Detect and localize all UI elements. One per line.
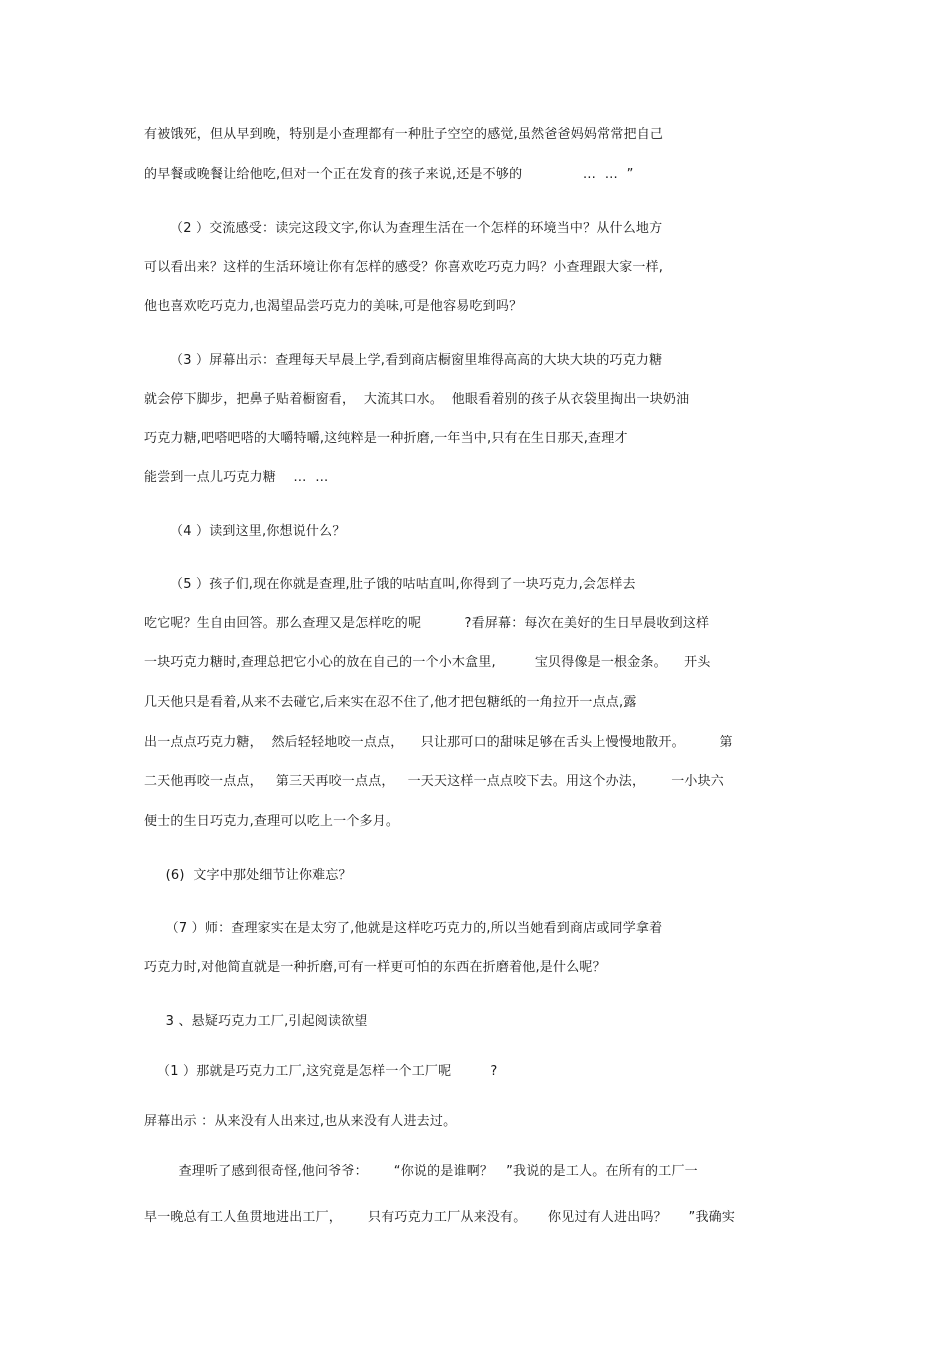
text-line: (6) 文字中那处细节让你难忘？ <box>144 868 352 883</box>
text-line: 几天他只是看着,从来不去碰它,后来实在忍不住了,他才把包糖纸的一角拉开一点点,露 <box>144 695 637 710</box>
text-line: 可以看出来？这样的生活环境让你有怎样的感受？你喜欢吃巧克力吗？小查理跟大家一样, <box>144 260 664 275</box>
text-line: （3 ）屏幕出示：查理每天早晨上学,看到商店橱窗里堆得高高的大块大块的巧克力糖 <box>144 353 663 368</box>
text-line: （4 ）读到这里,你想说什么？ <box>144 524 346 539</box>
section-heading: 3 、悬疑巧克力工厂,引起阅读欲望 <box>144 1014 368 1029</box>
text-line: （2 ）交流感受：读完这段文字,你认为查理生活在一个怎样的环境当中？从什么地方 <box>144 221 663 236</box>
text-line: 有被饿死，但从早到晚，特别是小查理都有一种肚子空空的感觉,虽然爸爸妈妈常常把自己 <box>144 127 664 142</box>
text-line: （7 ）师：查理家实在是太穷了,他就是这样吃巧克力的,所以当她看到商店或同学拿着 <box>144 921 663 936</box>
text-line: （1 ）那就是巧克力工厂,这究竟是怎样一个工厂呢 ? <box>144 1064 498 1079</box>
text-line: 吃它呢？生自由回答。那么查理又是怎样吃的呢 ?看屏幕：每次在美好的生日早晨收到这样 <box>144 616 710 631</box>
text-line: 查理听了感到很奇怪,他问爷爷： “你说的是谁啊？ ”我说的是工人。在所有的工厂一 <box>144 1164 698 1179</box>
text-line: 的早餐或晚餐让给他吃,但对一个正在发育的孩子来说,还是不够的 … … ” <box>144 167 634 182</box>
text-line: 二天他再咬一点点， 第三天再咬一点点， 一天天这样一点点咬下去。用这个办法， 一小块六 <box>144 774 724 789</box>
text-line: 一块巧克力糖时,查理总把它小心的放在自己的一个小木盒里, 宝贝得像是一根金条。 开头 <box>144 655 711 670</box>
text-line: 出一点点巧克力糖， 然后轻轻地咬一点点， 只让那可口的甜味足够在舌头上慢慢地散开。 第 <box>144 735 733 750</box>
text-line: 就会停下脚步，把鼻子贴着橱窗看， 大流其口水。 他眼看着别的孩子从衣袋里掏出一块奶油 <box>144 392 690 407</box>
text-line: 巧克力糖,吧嗒吧嗒的大嚼特嚼,这纯粹是一种折磨,一年当中,只有在生日那天,查理才 <box>144 431 628 446</box>
text-line: 屏幕出示 ：从来没有人出来过,也从来没有人进去过。 <box>144 1114 457 1129</box>
text-line: （5 ）孩子们,现在你就是查理,肚子饿的咕咕直叫,你得到了一块巧克力,会怎样去 <box>144 577 636 592</box>
text-line: 便士的生日巧克力,查理可以吃上一个多月。 <box>144 814 400 829</box>
text-line: 早一晚总有工人鱼贯地进出工厂， 只有巧克力工厂从来没有。 你见过有人进出吗？ ”我确实 <box>144 1210 736 1225</box>
text-line: 能尝到一点儿巧克力糖 … … <box>144 470 329 485</box>
text-line: 他也喜欢吃巧克力,也渴望品尝巧克力的美味,可是他容易吃到吗？ <box>144 299 523 314</box>
text-line: 巧克力时,对他简直就是一种折磨,可有一样更可怕的东西在折磨着他,是什么呢？ <box>144 960 606 975</box>
